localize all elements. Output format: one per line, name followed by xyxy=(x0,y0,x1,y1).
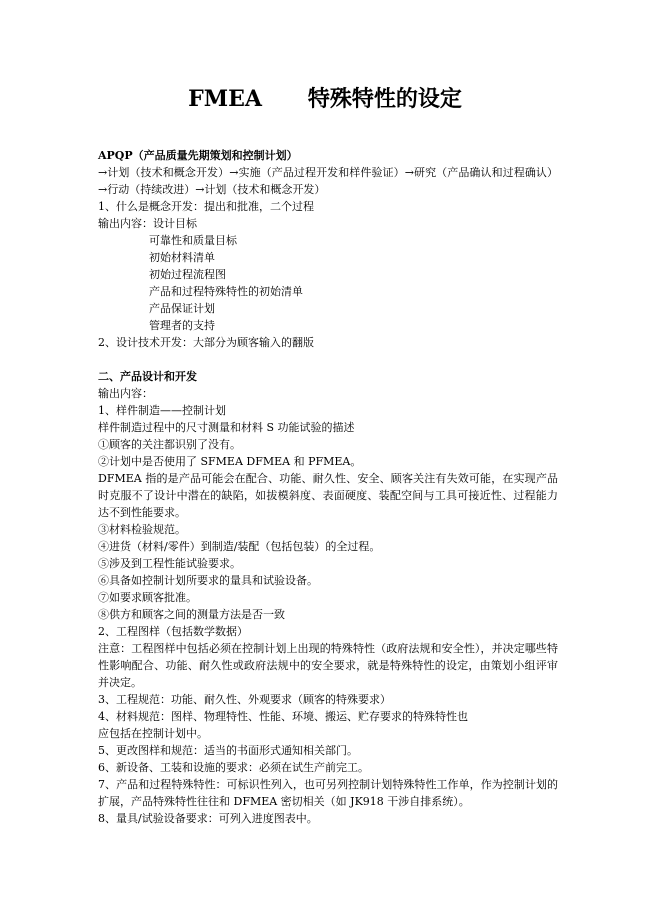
special-char-paragraph: 7、产品和过程特殊特性：可标识性列入，也可另列控制计划特殊特性工作单，作为控制计划的扩展，产品特殊特性往往和 DFMEA 密切相关（如 JK918 干涉自排系统）。 xyxy=(98,778,558,808)
output-label: 输出内容：设计目标 xyxy=(98,217,197,230)
note-paragraph: 注意：工程图样中包括必须在控制计划上出现的特殊特性（政府法规和安全性），并决定哪些特性影响配合、功能、耐久性或政府法规中的安全要求，就是特殊特性的设定，由策划小组评审并决定。 xyxy=(98,642,558,689)
drawings-item: 2、工程图样（包括数学数据） xyxy=(98,625,248,638)
output-item: 产品和过程特殊特性的初始清单 xyxy=(149,285,303,298)
checklist-item: ③材料检验规范。 xyxy=(98,523,186,536)
material-spec-item: 4、材料规范：图样、物理特性、性能、环境、搬运、贮存要求的特殊特性也 xyxy=(98,710,468,723)
checklist-item: ④进货（材料/零件）到制造/装配（包括包装）的全过程。 xyxy=(98,540,381,553)
output-item: 初始材料清单 xyxy=(149,251,215,264)
prototype-item: 1、样件制造——控制计划 xyxy=(98,404,226,417)
checklist-item: ①顾客的关注都识别了没有。 xyxy=(98,438,241,451)
page-title: FMEA 特殊特性的设定 xyxy=(188,86,462,112)
design-tech-item: 2、设计技术开发：大部分为顾客输入的翻版 xyxy=(98,336,314,349)
checklist-item: ⑦如要求顾客批准。 xyxy=(98,591,197,604)
document-body xyxy=(98,147,558,827)
gauge-item: 8、量具/试验设备要求：可列入进度图表中。 xyxy=(98,812,318,825)
checklist-item: ②计划中是否使用了 SFMEA DFMEA 和 PFMEA。 xyxy=(98,455,362,468)
material-spec-cont: 应包括在控制计划中。 xyxy=(98,727,208,740)
checklist-item: ⑥具备如控制计划所要求的量具和试验设备。 xyxy=(98,574,318,587)
output-item: 初始过程流程图 xyxy=(149,268,226,281)
output-label: 输出内容： xyxy=(98,387,153,400)
output-item: 可靠性和质量目标 xyxy=(149,234,237,247)
eng-spec-item: 3、工程规范：功能、耐久性、外观要求（顾客的特殊要求） xyxy=(98,693,391,706)
change-item: 5、更改图样和规范：适当的书面形式通知相关部门。 xyxy=(98,744,358,757)
dfmea-paragraph: DFMEA 指的是产品可能会在配合、功能、耐久性、安全、顾客关注有失效可能，在实现产品时克服不了设计中潜在的缺陷，如拔模斜度、表面硬度、装配空间与工具可接近性、过程能力达不到性能要求。 xyxy=(98,472,558,519)
apqp-flow: →计划（技术和概念开发）→实施（产品过程开发和样件验证）→研究（产品确认和过程确认）→行动（持续改进）→计划（技术和概念开发） xyxy=(98,166,558,196)
section2-heading: 二、产品设计和开发 xyxy=(98,370,197,383)
spacer xyxy=(98,351,558,368)
checklist-item: ⑧供方和顾客之间的测量方法是否一致 xyxy=(98,608,285,621)
prototype-desc: 样件制造过程中的尺寸测量和材料 S 功能试验的描述 xyxy=(98,421,355,434)
equipment-item: 6、新设备、工装和设施的要求：必须在试生产前完工。 xyxy=(98,761,369,774)
output-item: 产品保证计划 xyxy=(149,302,215,315)
output-item: 管理者的支持 xyxy=(149,319,215,332)
concept-dev-item: 1、什么是概念开发：提出和批准，二个过程 xyxy=(98,200,314,213)
checklist-item: ⑤涉及到工程性能试验要求。 xyxy=(98,557,241,570)
apqp-heading: APQP（产品质量先期策划和控制计划） xyxy=(98,149,298,162)
